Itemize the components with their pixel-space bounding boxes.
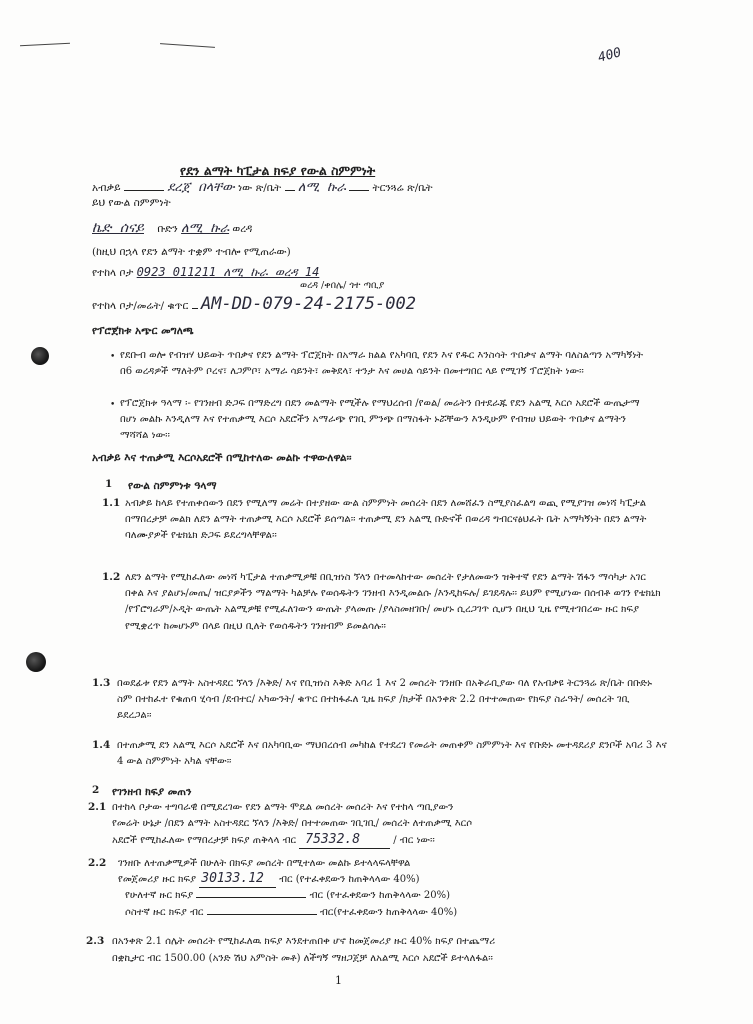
project-summary-heading: የፕሮጀክቱ አጭር መግለጫ (92, 325, 194, 337)
phone-number: 0923 011211 ለሚ ኩራ ወረዳ 14 (136, 265, 320, 279)
clause-2-3-line-2: በቋኪታር ብር 1500.00 (አንድ ሽህ አምስት መቶ) ለችግኝ ማዘጋጀቻ ለአልሚ እርሶ አደሮች ይተላለፋል፡፡ (112, 953, 493, 964)
total-amount-label: አደሮች የሚከፈለው የማበረታቻ ክፍያ ጠቅላላ ብር (112, 835, 297, 846)
land-number-line (92, 296, 416, 314)
recipient-region: ለሚ ኩራ (181, 221, 230, 236)
clause-2-1-number: 2.1 (88, 801, 107, 813)
district-label: ወረዳ (232, 223, 253, 235)
clause-2-2-intro: ገንዘቡ ለተጠቃሚዎች በሁለት በክፍያ መሰረት በሚተለው መልኩ ይተላላፍላቸዋል (118, 858, 411, 869)
parties-intro: አብቃይ እና ተጠቃሚ እርሶአደሮች በሚከተለው መልኩ ተዋውለዋል፡፡ (92, 452, 352, 464)
recipient-name: ኬድ ሰናይ (92, 220, 144, 236)
payment-1-line (118, 871, 420, 888)
clause-2-1-line-2: የመሬት ሁኔታ /በደን ልማት አስተዳደር ኘላን /እቅድ/ በተተመጠው ገቢገቢ/ መሰረት ለተጠቃሚ እርሶ (112, 818, 473, 829)
payment-1-label: የመጀመሪያ ዙር ክፍያ (118, 874, 197, 885)
agreement-intro: ይህ የውል ስምምነት (92, 197, 171, 209)
section-1-number: 1 (105, 478, 113, 490)
section-1-title: የውል ስምምነቱ ዓላማ (128, 480, 217, 492)
hereinafter-note: (ከዚህ በኋላ የደን ልማት ተቋም ተብሎ የሚጠራው) (92, 246, 291, 258)
page-number: 1 (335, 974, 342, 987)
punch-hole-bottom (26, 652, 46, 672)
land-number-label: የተከላ ቦታ/መሬት/ ቁጥር (92, 300, 189, 312)
clause-1-4-text: በተጠቃሚ ደን አልሚ እርሶ አደሮች እና በአካባቢው ማህበረሰብ መካከል የተደረገ የመሬት መጠቀም ስምምነት እና የቡድኑ መተዳደሪያ ደንቦች አባሪ 3 እና 4 ውል ስምምነት አካል ናቸው፡፡ (117, 740, 667, 768)
issuer-office-label: ነው ጽ/ቤት (238, 182, 282, 194)
payment-1-amount: 30133.12 (199, 871, 276, 888)
clause-1-1-text: አብቃይ ከላይ የተጠቀሰውን በደን የሚለማ መሬት በተያዘው ውል ስምምነት መሰረት በደን ለመሸፈን ስሚያስፈልግ ወጪ የሚያገዝ መነሻ ካፒታል በማበረታቻ መልክ ለደን ልማት ተጠቃሚ እርሶ አደሮች ይሰጣል፡፡ ተጠቃሚ ደን አልሚ ቡድኖች በወረዳ ግብርናፅህፈት ቤት አማካኝነት በደን ልማት ባለሙያዎች የቴክኒክ ድጋፍ ይደረግላቸዋል፡፡ (125, 498, 647, 542)
clause-1-2-text: ለደን ልማት የሚከፈለው መነሻ ካፒታል ተጠቃሚዎቹ በቢዝነስ ኘላን በተመላከተው መሰረት የታለመውን ዝቅተኛ የደን ልማት ሽፋን ማሳካታ አገር በቀል እና ያልሆኑ/መጤ/ ዝርያዎችን ማልማት ካልቻሉ የወሰዱትን ገንዘብ እንዲመልሱ /እንዲከፍሉ/ ይገደዳሉ፡፡ ይህም የሚሆነው በሰብቶ ወገን የቴክኒክ /የፕሮግራም/ኦዲት ውጤት አልሚዎቹ የሚፈለገውን ውጤት ያላመጡ /ያላስመዘገቡ/ መሆኑ ሲረጋገጥ ሲሆን በዚህ ጊዜ የሚተገበረው ዙር ክፍያ የሚቋረጥ ከመሆኑም በላይ በዚህ ቢለት የወሰዱትን ገንዘብም ይመልሳሉ፡፡ (125, 572, 661, 632)
document-title: የደን ልማት ካፒታል ክፍያ የውል ስምምነት (180, 163, 376, 178)
bullet-text-2: የፕሮጀክቱ ዓላማ ፡- የገንዘብ ድጋፍ በማድረግ በደን መልማት የሚችሉ የማህረሰብ /የወል/ መሬትን በተደራጁ የደን አልሚ እርሶ አደሮች ውጤታማ በሆነ መልኩ እንዲለማ እና የተጠቃሚ እርሶ አደሮችን አማራጭ የገቢ ምንጭ በማስፋት ኑሯቸውን እንዲሁም የብዝሀ ህይወት ጥበቃና ልማትን ማሻሻል ነው፡፡ (120, 398, 640, 442)
clause-2-1-line-1: በተከላ ቦታው ተግባራዊ በሚደረገው የደን ልማት ሞዴል መሰረት መሰረት እና የተከላ ጣቢያውን (112, 802, 454, 813)
recipient-line (92, 220, 252, 237)
payment-2-line (125, 888, 450, 904)
punch-hole-top (31, 347, 49, 365)
planting-site-line (92, 264, 319, 281)
payment-2-label: የሁለተኛ ዙር ክፍያ (125, 890, 194, 901)
section-2-number: 2 (92, 784, 100, 796)
total-amount-suffix: / ብር ነው፡፡ (393, 835, 435, 846)
clause-2-2-number: 2.2 (88, 857, 107, 869)
bullet-text-1: የደቡብ ወሎ የብዝሃ ህይወት ጥበቃና የደን ልማት ፕሮጀክት በአማራ ክልል የአካባቢ የደን እና የዱር እንስሳት ጥበቃና ልማት ባለስልጣን አማካኝነት በ6 ወረዳዎች ማለትም ቦረና፣ ለጋምቦ፣ አማራ ሳይንት፣ መቅደላ፣ ተንታ እና መሀል ሳይንት በመተግበር ላይ የሚገኝ ፕሮጀክት ነው፡፡ (120, 350, 644, 378)
issuer-name: ደረጀ በላቸው (167, 180, 235, 195)
total-amount: 75332.8 (299, 832, 390, 849)
group-label: ቡድን (157, 223, 178, 235)
payment-2-suffix: ብር (የተፈቀደውን ከጠቅላላው 20%) (309, 890, 451, 901)
payment-3-line (125, 905, 457, 921)
section-2-title: የገንዘብ ክፍያ መጠን (112, 786, 192, 798)
clause-2-3-number: 2.3 (86, 935, 105, 947)
handwritten-page-ref: 400 (596, 45, 624, 66)
payment-3-suffix: ብር(የተፈቀደውን ከጠቅላላው 40%) (319, 907, 458, 918)
issuer-line (92, 180, 433, 196)
bullet-dot-1: • (110, 352, 116, 362)
corner-scribble (20, 43, 70, 47)
registration-number: AM-DD-079-24-2175-002 (201, 294, 416, 314)
planting-site-sub: ወረዳ /ቀበሌ/ ጎተ ጣቢያ (300, 280, 385, 291)
clause-1-3-text: በወደፊቱ የደን ልማት አስተዳደር ኘላን /እቅድ/ እና የቢዝነስ እቅድ አባሪ 1 እና 2 መሰረት ገንዘቡ በአቅራቢያው ባለ የአብቃዩ ትርንጓሬ ጽ/ቤት በቡድኑ ስም በተከፈተ የቁጠባ ሂሳብ /ደብተር/ አካውንት/ ቁጥር በተከፋፈለ ጊዜ ክፍያ /ክታች በአንቀጽ 2.2 በተተመጠው የክፍያ ስራዓት/ መሰረት ገቢ ይደረጋል፡፡ (117, 678, 652, 722)
issuer-region: ለሚ ኩራ (297, 180, 346, 195)
clause-2-3-line-1: በአንቀጽ 2.1 ሰሌት መሰረት የሚከፈለዉ ክፍያ እንደተጠበቀ ሆኖ ከመጀመሪያ ዙር 40% ክፍያ በተጨማሪ (112, 936, 496, 947)
corner-scribble-2 (160, 43, 215, 48)
issuer-branch-label: ትርንጓሬ ጽ/ቤት (372, 182, 433, 194)
bullet-dot-2: • (110, 400, 116, 410)
payment-1-suffix: ብር (የተፈቀደውን ከጠቅላላው 40%) (279, 874, 420, 885)
clause-2-1-line-3 (112, 832, 435, 849)
clause-1-4-number: 1.4 (92, 739, 111, 751)
payment-3-label: ሶስተኛ ዙር ክፍያ ብር (125, 907, 204, 918)
clause-1-3-number: 1.3 (92, 677, 111, 689)
clause-1-1-number: 1.1 (102, 497, 121, 509)
issuer-label: አብቃይ (92, 182, 121, 194)
clause-1-2-number: 1.2 (102, 571, 121, 583)
planting-site-label: የተከላ ቦታ (92, 267, 134, 279)
